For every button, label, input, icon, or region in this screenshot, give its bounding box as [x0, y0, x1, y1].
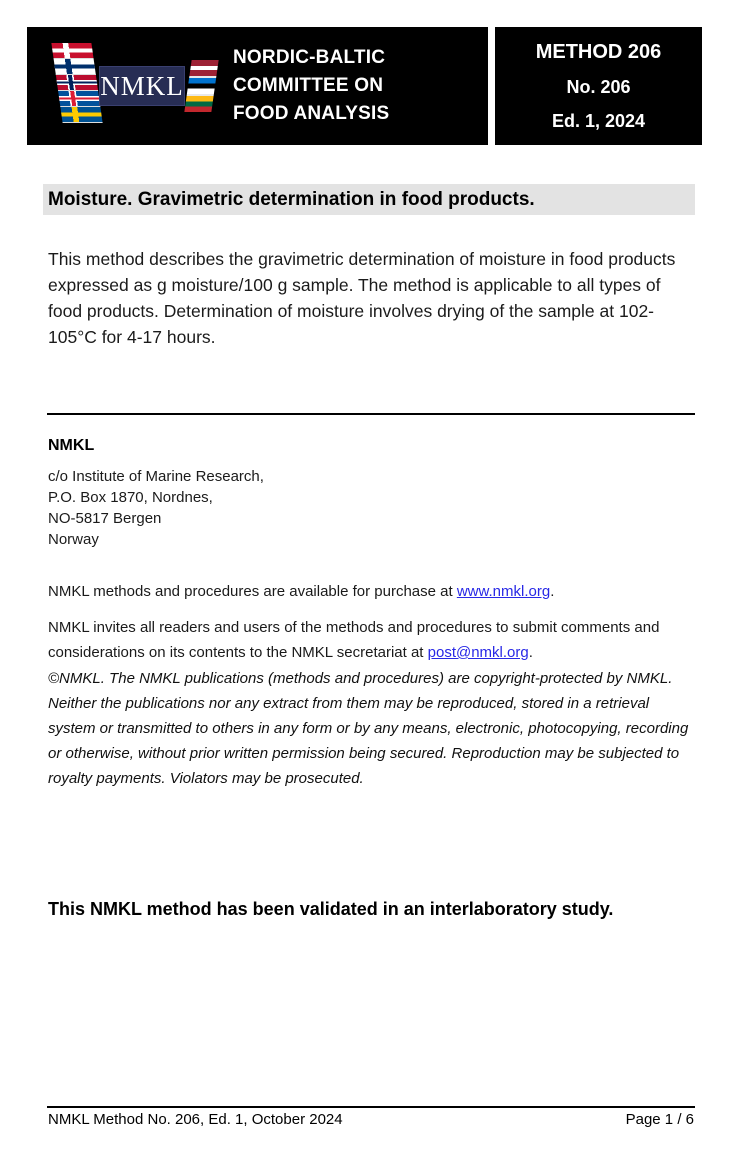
- contact-block: [48, 437, 264, 550]
- method-edition: Ed. 1, 2024: [551, 110, 646, 131]
- nmkl-logo-wordmark: NMKL: [99, 66, 185, 106]
- footer-rule: [47, 1106, 695, 1108]
- purchase-note: [48, 581, 696, 602]
- method-number: No. 206: [566, 76, 631, 97]
- nmkl-website-link[interactable]: www.nmkl.org: [456, 583, 551, 600]
- purchase-period: .: [550, 583, 555, 600]
- invite-text: NMKL invites all readers and users of the methods and procedures to submit comments and considerations on its contents to the NMKL secretariat at: [48, 619, 660, 661]
- secretariat-email-link[interactable]: post@nmkl.org: [427, 644, 529, 661]
- contact-name: NMKL: [48, 437, 95, 454]
- copyright-notice: ©NMKL. The NMKL publications (methods and procedures) are copyright-protected by NMKL. Neither the publications nor any extract from them may be reproduced, stored in a retrieval system or transmitted to others in any form or by any means, electronic, photocopying, recording or otherwise, without prior written permission being secured. Reproduction may be subjected to royalty payments. Violators may be prosecuted.: [48, 670, 689, 787]
- method-number-title: METHOD 206: [535, 40, 662, 63]
- finland-flag-icon: [54, 59, 96, 75]
- validation-statement: This NMKL method has been validated in an interlaboratory study.: [48, 899, 614, 919]
- horizontal-rule: [47, 413, 695, 415]
- denmark-flag-icon: [51, 43, 93, 59]
- org-name-line-1: NORDIC-BALTIC: [233, 47, 386, 68]
- footer-page-number: Page 1 / 6: [625, 1111, 694, 1128]
- nmkl-logo: [57, 38, 215, 134]
- estonia-flag-icon: [187, 78, 217, 96]
- org-name-line-2: COMMITTEE ON: [233, 75, 384, 96]
- comments-invitation: [48, 615, 696, 665]
- latvia-flag-icon: [189, 60, 219, 78]
- norway-flag-icon: [56, 75, 98, 91]
- document-header: [27, 27, 702, 145]
- organization-name: [233, 44, 389, 128]
- address-line: NO-5817 Bergen: [48, 510, 162, 527]
- purchase-text: NMKL methods and procedures are available for purchase at: [48, 583, 457, 600]
- document-title-bar: [43, 184, 695, 215]
- invite-period: .: [528, 644, 533, 661]
- page-title: Moisture. Gravimetric determination in food products.: [48, 188, 535, 210]
- address-line: P.O. Box 1870, Nordnes,: [48, 489, 213, 506]
- nordic-flags-stack: [51, 43, 102, 123]
- sweden-flag-icon: [60, 107, 102, 123]
- method-description: This method describes the gravimetric determination of moisture in food products expressed as g moisture/100 g sample. The method is applicable to all types of food products. Determination of moisture involves drying of the sample at 102-105°C for 4-17 hours.: [48, 248, 676, 347]
- method-info-box: [495, 27, 702, 145]
- org-name-line-3: FOOD ANALYSIS: [233, 103, 390, 124]
- baltic-flags-stack: [184, 60, 218, 112]
- lithuania-flag-icon: [184, 96, 213, 112]
- page-footer: [48, 1111, 694, 1128]
- iceland-flag-icon: [58, 91, 100, 107]
- address-line: Norway: [48, 531, 99, 548]
- header-left-block: [27, 27, 488, 145]
- footer-method-reference: NMKL Method No. 206, Ed. 1, October 2024: [48, 1111, 343, 1128]
- address-line: c/o Institute of Marine Research,: [48, 468, 264, 485]
